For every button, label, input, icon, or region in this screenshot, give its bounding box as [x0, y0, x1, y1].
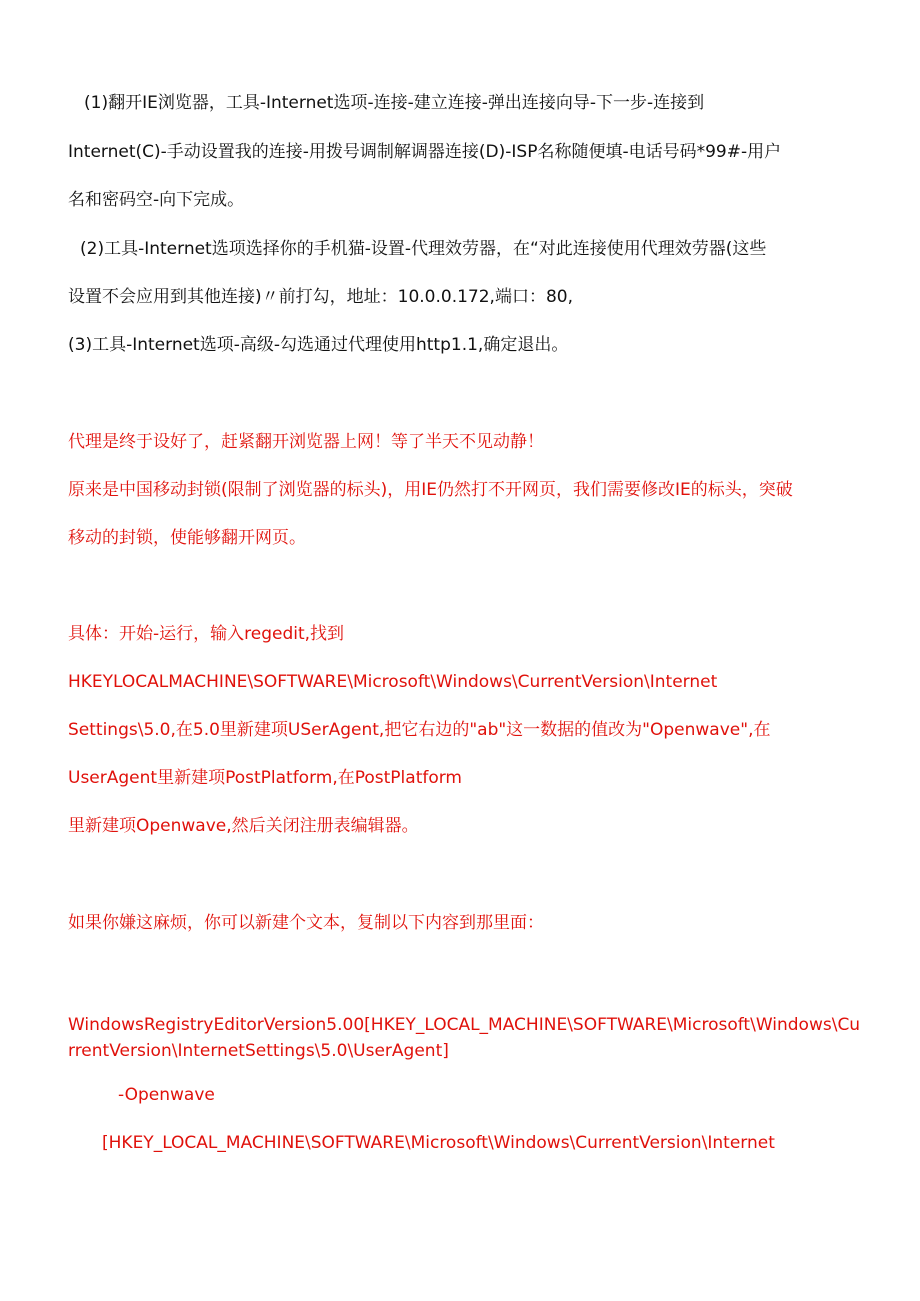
detail-line-1: 具体：开始-运行，输入regedit,找到 [68, 624, 345, 644]
registry-value: -Openwave [118, 1085, 215, 1105]
detail-line-5: 里新建项Openwave,然后关闭注册表编辑器。 [68, 816, 419, 836]
note-line-1: 代理是终于设好了，赶紧翻开浏览器上网！等了半天不见动静！ [68, 432, 544, 452]
step-1-line-3: 名和密码空-向下完成。 [68, 190, 245, 210]
registry-path-line: HKEYLOCALMACHINE\SOFTWARE\Microsoft\Windows\CurrentVersion\Internet [68, 672, 718, 692]
tip-line: 如果你嫌这麻烦，你可以新建个文本，复制以下内容到那里面： [68, 913, 544, 933]
step-2-line-1: (2)工具-Internet选项选择你的手机猫-设置-代理效劳器，在“对此连接使用代理效劳器(这些 [80, 239, 767, 259]
detail-line-4: UserAgent里新建项PostPlatform,在PostPlatform [68, 768, 462, 788]
registry-header: WindowsRegistryEditorVersion5.00[HKEY_LOCAL_MACHINE\SOFTWARE\Microsoft\Windows\CurrentVersion\InternetSettings\5.0\UserAgent] [68, 1015, 861, 1061]
step-2-line-2: 设置不会应用到其他连接)〃前打勾，地址：10.0.0.172,端口：80, [68, 287, 573, 307]
registry-key-2: [HKEY_LOCAL_MACHINE\SOFTWARE\Microsoft\Windows\CurrentVersion\Internet [102, 1133, 775, 1153]
note-line-3: 移动的封锁，使能够翻开网页。 [68, 528, 306, 548]
step-1-line-1: (1)翻开IE浏览器，工具-Internet选项-连接-建立连接-弹出连接向导-下一步-连接到 [84, 93, 705, 113]
note-line-2: 原来是中国移动封锁(限制了浏览器的标头)，用IE仍然打不开网页，我们需要修改IE的标头，突破 [68, 480, 793, 500]
step-1-line-2: Internet(C)-手动设置我的连接-用拨号调制解调器连接(D)-ISP名称随便填-电话号码*99#-用户 [68, 142, 782, 162]
detail-line-3: Settings\5.0,在5.0里新建项USerAgent,把它右边的"ab"这一数据的值改为"Openwave",在 [68, 720, 771, 740]
step-3-line-1: (3)工具-Internet选项-高级-勾选通过代理使用http1.1,确定退出。 [68, 335, 569, 355]
